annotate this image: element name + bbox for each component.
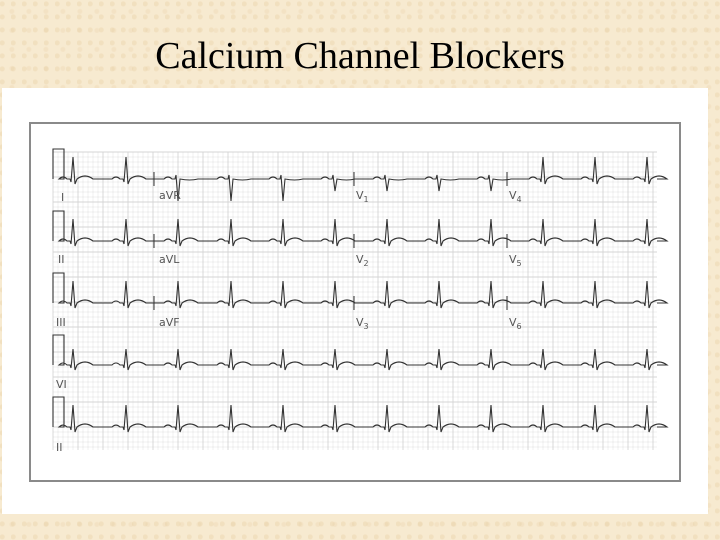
lead-label-v3: $V_3$: [356, 316, 369, 331]
lead-label-ii-rhythm: II: [56, 441, 63, 454]
ecg-frame: [29, 122, 681, 482]
lead-label-i: I: [61, 191, 65, 204]
lead-label-vi-rhythm: VI: [56, 378, 67, 391]
lead-label-v2: $V_2$: [356, 253, 369, 268]
lead-label-avf: aVF: [159, 316, 180, 329]
ecg-tracing: [31, 124, 679, 480]
lead-label-ii: II: [58, 253, 65, 266]
ecg-trace-row: [53, 211, 667, 246]
slide-title: Calcium Channel Blockers: [155, 35, 565, 77]
lead-label-avr: aVR: [159, 189, 181, 202]
lead-label-v5: $V_5$: [509, 253, 522, 268]
lead-label-iii: III: [56, 316, 66, 329]
lead-label-v4: $V_4$: [509, 189, 522, 204]
ecg-trace-row: [53, 273, 667, 308]
ecg-trace-row: [53, 335, 667, 370]
lead-label-v1: $V_1$: [356, 189, 369, 204]
ecg-figure: [2, 88, 708, 514]
lead-label-avl: aVL: [159, 253, 180, 266]
lead-label-v6: $V_6$: [509, 316, 522, 331]
